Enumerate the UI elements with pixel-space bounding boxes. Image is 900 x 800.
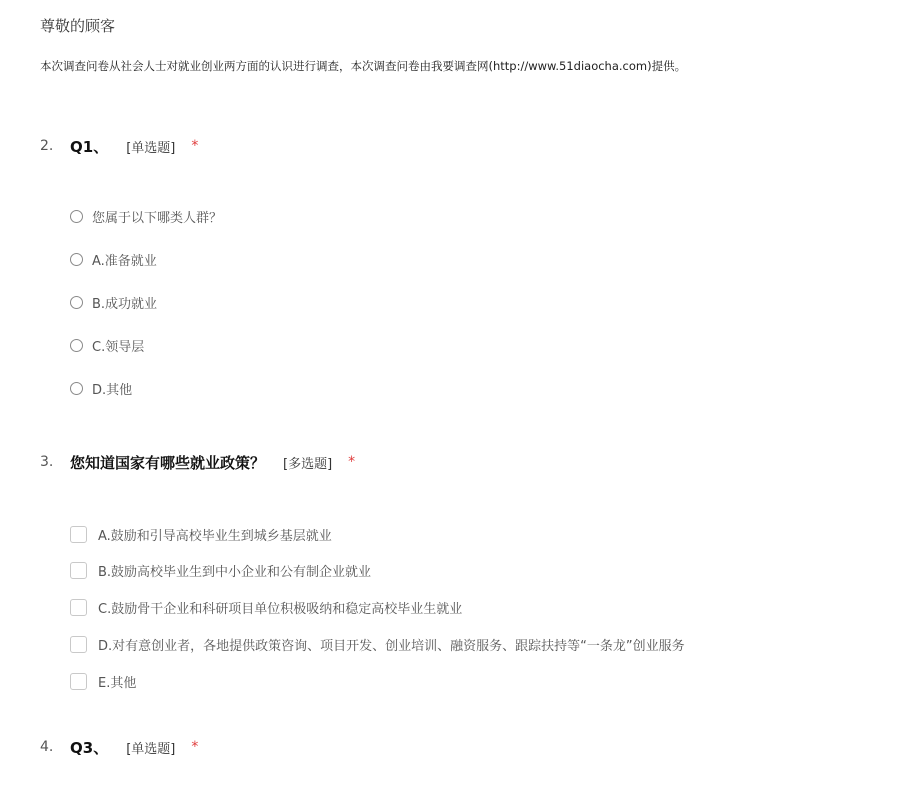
question-3-header xyxy=(40,449,355,475)
radio-button[interactable] xyxy=(70,382,83,395)
question-number: 2. xyxy=(40,138,54,154)
checkbox-option[interactable] xyxy=(70,671,136,691)
question-number: 3. xyxy=(40,454,54,470)
radio-button[interactable] xyxy=(70,339,83,352)
option-label: D.其他 xyxy=(92,382,133,398)
option-label: C.领导层 xyxy=(92,339,145,355)
radio-option[interactable] xyxy=(70,206,222,226)
radio-button[interactable] xyxy=(70,296,83,309)
checkbox-option[interactable] xyxy=(70,524,332,544)
greeting-heading: 尊敬的顾客 xyxy=(40,17,116,35)
checkbox-option[interactable] xyxy=(70,634,685,654)
question-number: 4. xyxy=(40,739,54,755)
checkbox[interactable] xyxy=(70,562,87,579)
required-mark: * xyxy=(348,454,356,470)
question-title: 您知道国家有哪些就业政策？ xyxy=(70,453,266,472)
radio-button[interactable] xyxy=(70,210,83,223)
question-2-header xyxy=(40,133,198,159)
radio-option[interactable] xyxy=(70,335,144,355)
checkbox[interactable] xyxy=(70,673,87,690)
question-type: [多选题] xyxy=(283,456,333,472)
question-type: [单选题] xyxy=(126,140,176,156)
option-label: 您属于以下哪类人群？ xyxy=(92,210,223,226)
option-label: B.鼓励高校毕业生到中小企业和公有制企业就业 xyxy=(98,564,372,580)
radio-button[interactable] xyxy=(70,253,83,266)
required-mark: * xyxy=(191,138,199,154)
question-title: Q1、 xyxy=(70,137,109,156)
option-label: B.成功就业 xyxy=(92,296,158,312)
checkbox-option[interactable] xyxy=(70,597,462,617)
option-label: E.其他 xyxy=(98,675,137,691)
option-label: C.鼓励骨干企业和科研项目单位积极吸纳和稳定高校毕业生就业 xyxy=(98,601,463,617)
question-title: Q3、 xyxy=(70,738,109,757)
checkbox-option[interactable] xyxy=(70,560,371,580)
checkbox[interactable] xyxy=(70,636,87,653)
radio-option[interactable] xyxy=(70,249,157,269)
survey-intro: 本次调查问卷从社会人士对就业创业两方面的认识进行调查，本次调查问卷由我要调查网(http://www.51diaocha.com)提供。 xyxy=(40,59,687,73)
checkbox[interactable] xyxy=(70,526,87,543)
radio-option[interactable] xyxy=(70,378,132,398)
checkbox[interactable] xyxy=(70,599,87,616)
option-label: A.准备就业 xyxy=(92,253,157,269)
required-mark: * xyxy=(191,739,199,755)
question-4-header xyxy=(40,734,198,760)
question-type: [单选题] xyxy=(126,741,176,757)
radio-option[interactable] xyxy=(70,292,157,312)
option-label: A.鼓励和引导高校毕业生到城乡基层就业 xyxy=(98,528,332,544)
option-label: D.对有意创业者，各地提供政策咨询、项目开发、创业培训、融资服务、跟踪扶持等“一条龙”创业服务 xyxy=(98,638,685,654)
